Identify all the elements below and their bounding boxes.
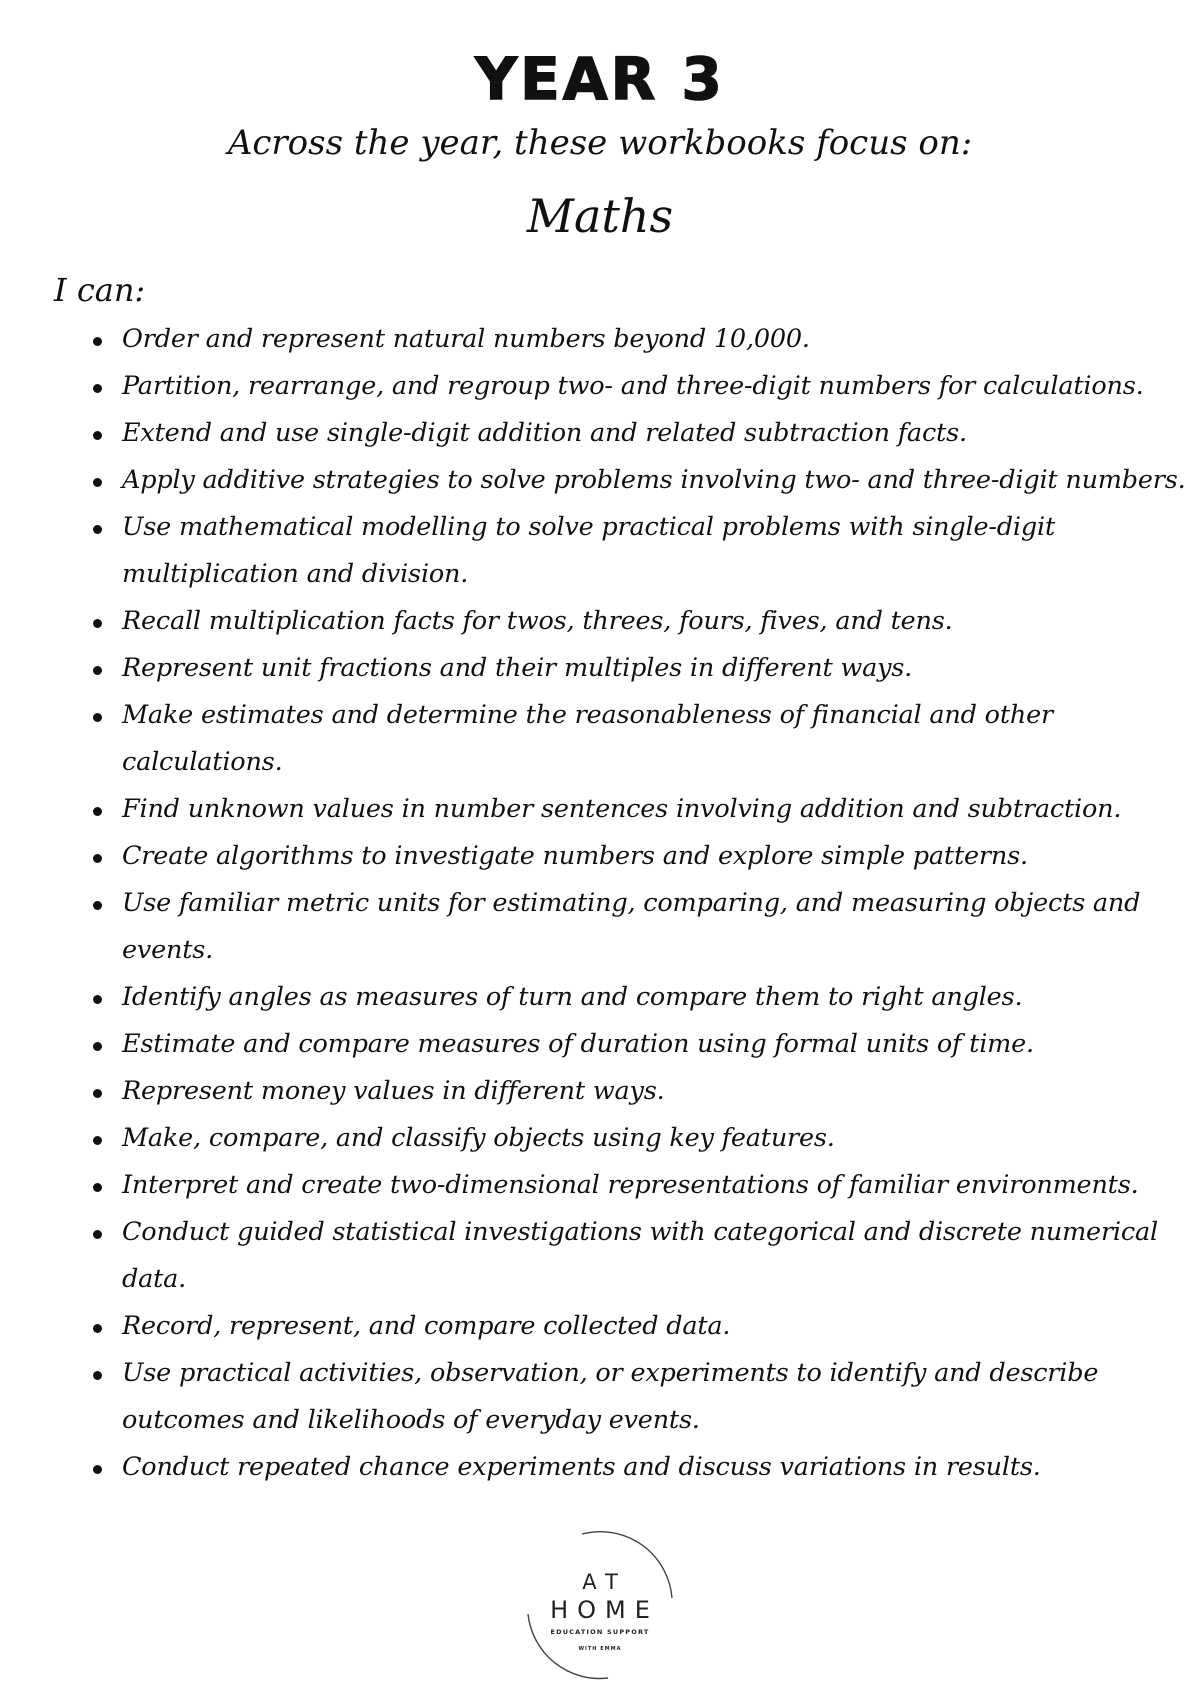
list-item: Interpret and create two-dimensional representations of familiar environments. <box>122 1162 1192 1209</box>
list-item: Represent money values in different ways. <box>122 1068 1192 1115</box>
subject-heading: Maths <box>526 189 674 243</box>
list-item: Partition, rearrange, and regroup two- and three-digit numbers for calculations. <box>122 363 1192 410</box>
list-item: Identify angles as measures of turn and compare them to right angles. <box>122 974 1192 1021</box>
brand-logo <box>520 1526 680 1686</box>
logo-text-with: WITH EMMA <box>578 1646 622 1652</box>
list-item: Use practical activities, observation, or experiments to identify and describe outcomes and likelihoods of everyday events. <box>122 1350 1192 1444</box>
page-subtitle: Across the year, these workbooks focus on: <box>227 123 973 163</box>
list-item: Use mathematical modelling to solve practical problems with single-digit multiplication and division. <box>122 504 1192 598</box>
list-item: Extend and use single-digit addition and related subtraction facts. <box>122 410 1192 457</box>
list-item: Conduct guided statistical investigations with categorical and discrete numerical data. <box>122 1209 1192 1303</box>
list-item: Create algorithms to investigate numbers and explore simple patterns. <box>122 833 1192 880</box>
list-item: Estimate and compare measures of duration using formal units of time. <box>122 1021 1192 1068</box>
logo-text-support: EDUCATION SUPPORT <box>550 1628 650 1636</box>
logo-text-at: AT <box>582 1570 628 1594</box>
logo-text-home: HOME <box>550 1596 659 1624</box>
outcomes-list <box>90 316 1192 1491</box>
list-item: Conduct repeated chance experiments and discuss variations in results. <box>122 1444 1192 1491</box>
list-item: Record, represent, and compare collected data. <box>122 1303 1192 1350</box>
list-item: Make, compare, and classify objects using key features. <box>122 1115 1192 1162</box>
list-item: Recall multiplication facts for twos, threes, fours, fives, and tens. <box>122 598 1192 645</box>
list-item: Apply additive strategies to solve problems involving two- and three-digit numbers. <box>122 457 1192 504</box>
list-item: Represent unit fractions and their multiples in different ways. <box>122 645 1192 692</box>
list-item: Order and represent natural numbers beyond 10,000. <box>122 316 1192 363</box>
intro-label: I can: <box>54 271 146 309</box>
list-item: Use familiar metric units for estimating, comparing, and measuring objects and events. <box>122 880 1192 974</box>
page-title: YEAR 3 <box>475 45 725 113</box>
list-item: Make estimates and determine the reasonableness of financial and other calculations. <box>122 692 1192 786</box>
list-item: Find unknown values in number sentences involving addition and subtraction. <box>122 786 1192 833</box>
